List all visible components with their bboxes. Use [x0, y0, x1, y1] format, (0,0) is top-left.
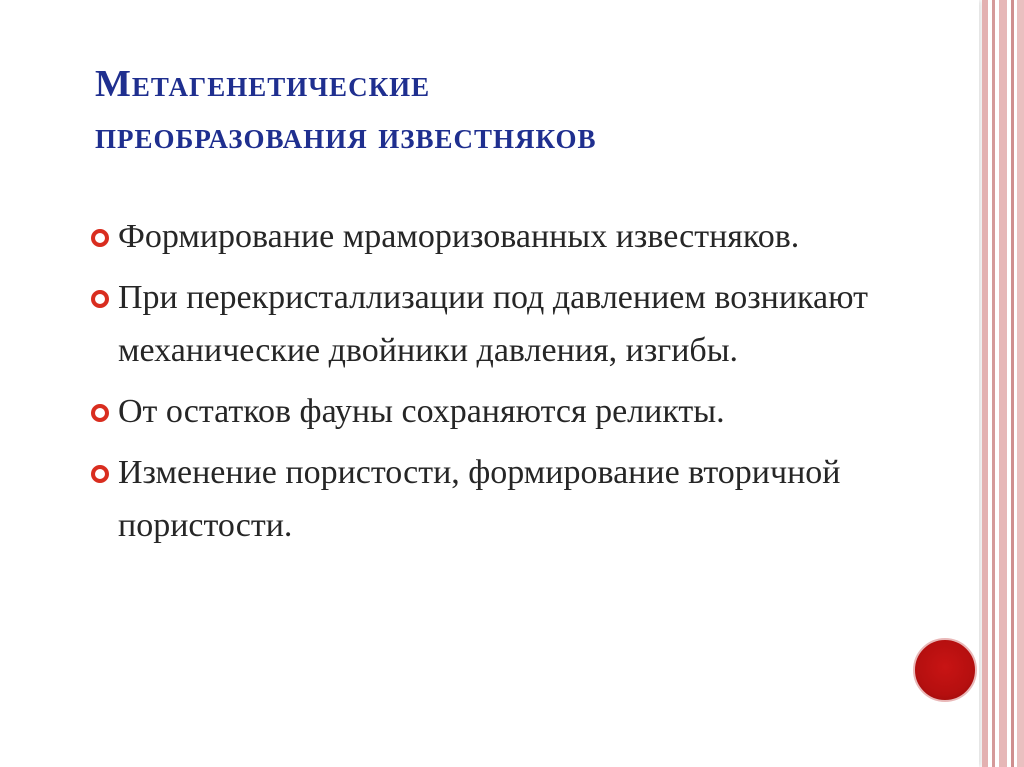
bullet-item — [88, 446, 948, 552]
bullet-text: Формирование мраморизованных известняков. — [118, 218, 800, 255]
bullet-item — [88, 385, 948, 438]
bullet-item — [88, 210, 948, 263]
right-edge-stripe — [1017, 0, 1024, 767]
slide-title-line-2: преобразования известняков — [95, 115, 597, 157]
bullet-text: От остатков фауны сохраняются реликты. — [118, 393, 725, 430]
ring-bullet-icon — [91, 229, 109, 247]
right-edge-stripe — [1011, 0, 1014, 767]
right-edge-stripe — [992, 0, 995, 767]
bullet-list — [88, 210, 948, 560]
red-dot-decoration — [913, 638, 977, 702]
bullet-text: При перекристаллизации под давлением возникают механические двойники давления, изгибы. — [118, 279, 868, 369]
slide-title-line-1: Метагенетические — [95, 63, 431, 105]
right-edge-stripe — [982, 0, 988, 767]
bullet-text: Изменение пористости, формирование вторичной пористости. — [118, 454, 841, 544]
bullet-item — [88, 271, 948, 377]
ring-bullet-icon — [91, 465, 109, 483]
ring-bullet-icon — [91, 404, 109, 422]
ring-bullet-icon — [91, 290, 109, 308]
slide-title — [95, 58, 935, 162]
right-edge-stripe — [999, 0, 1007, 767]
